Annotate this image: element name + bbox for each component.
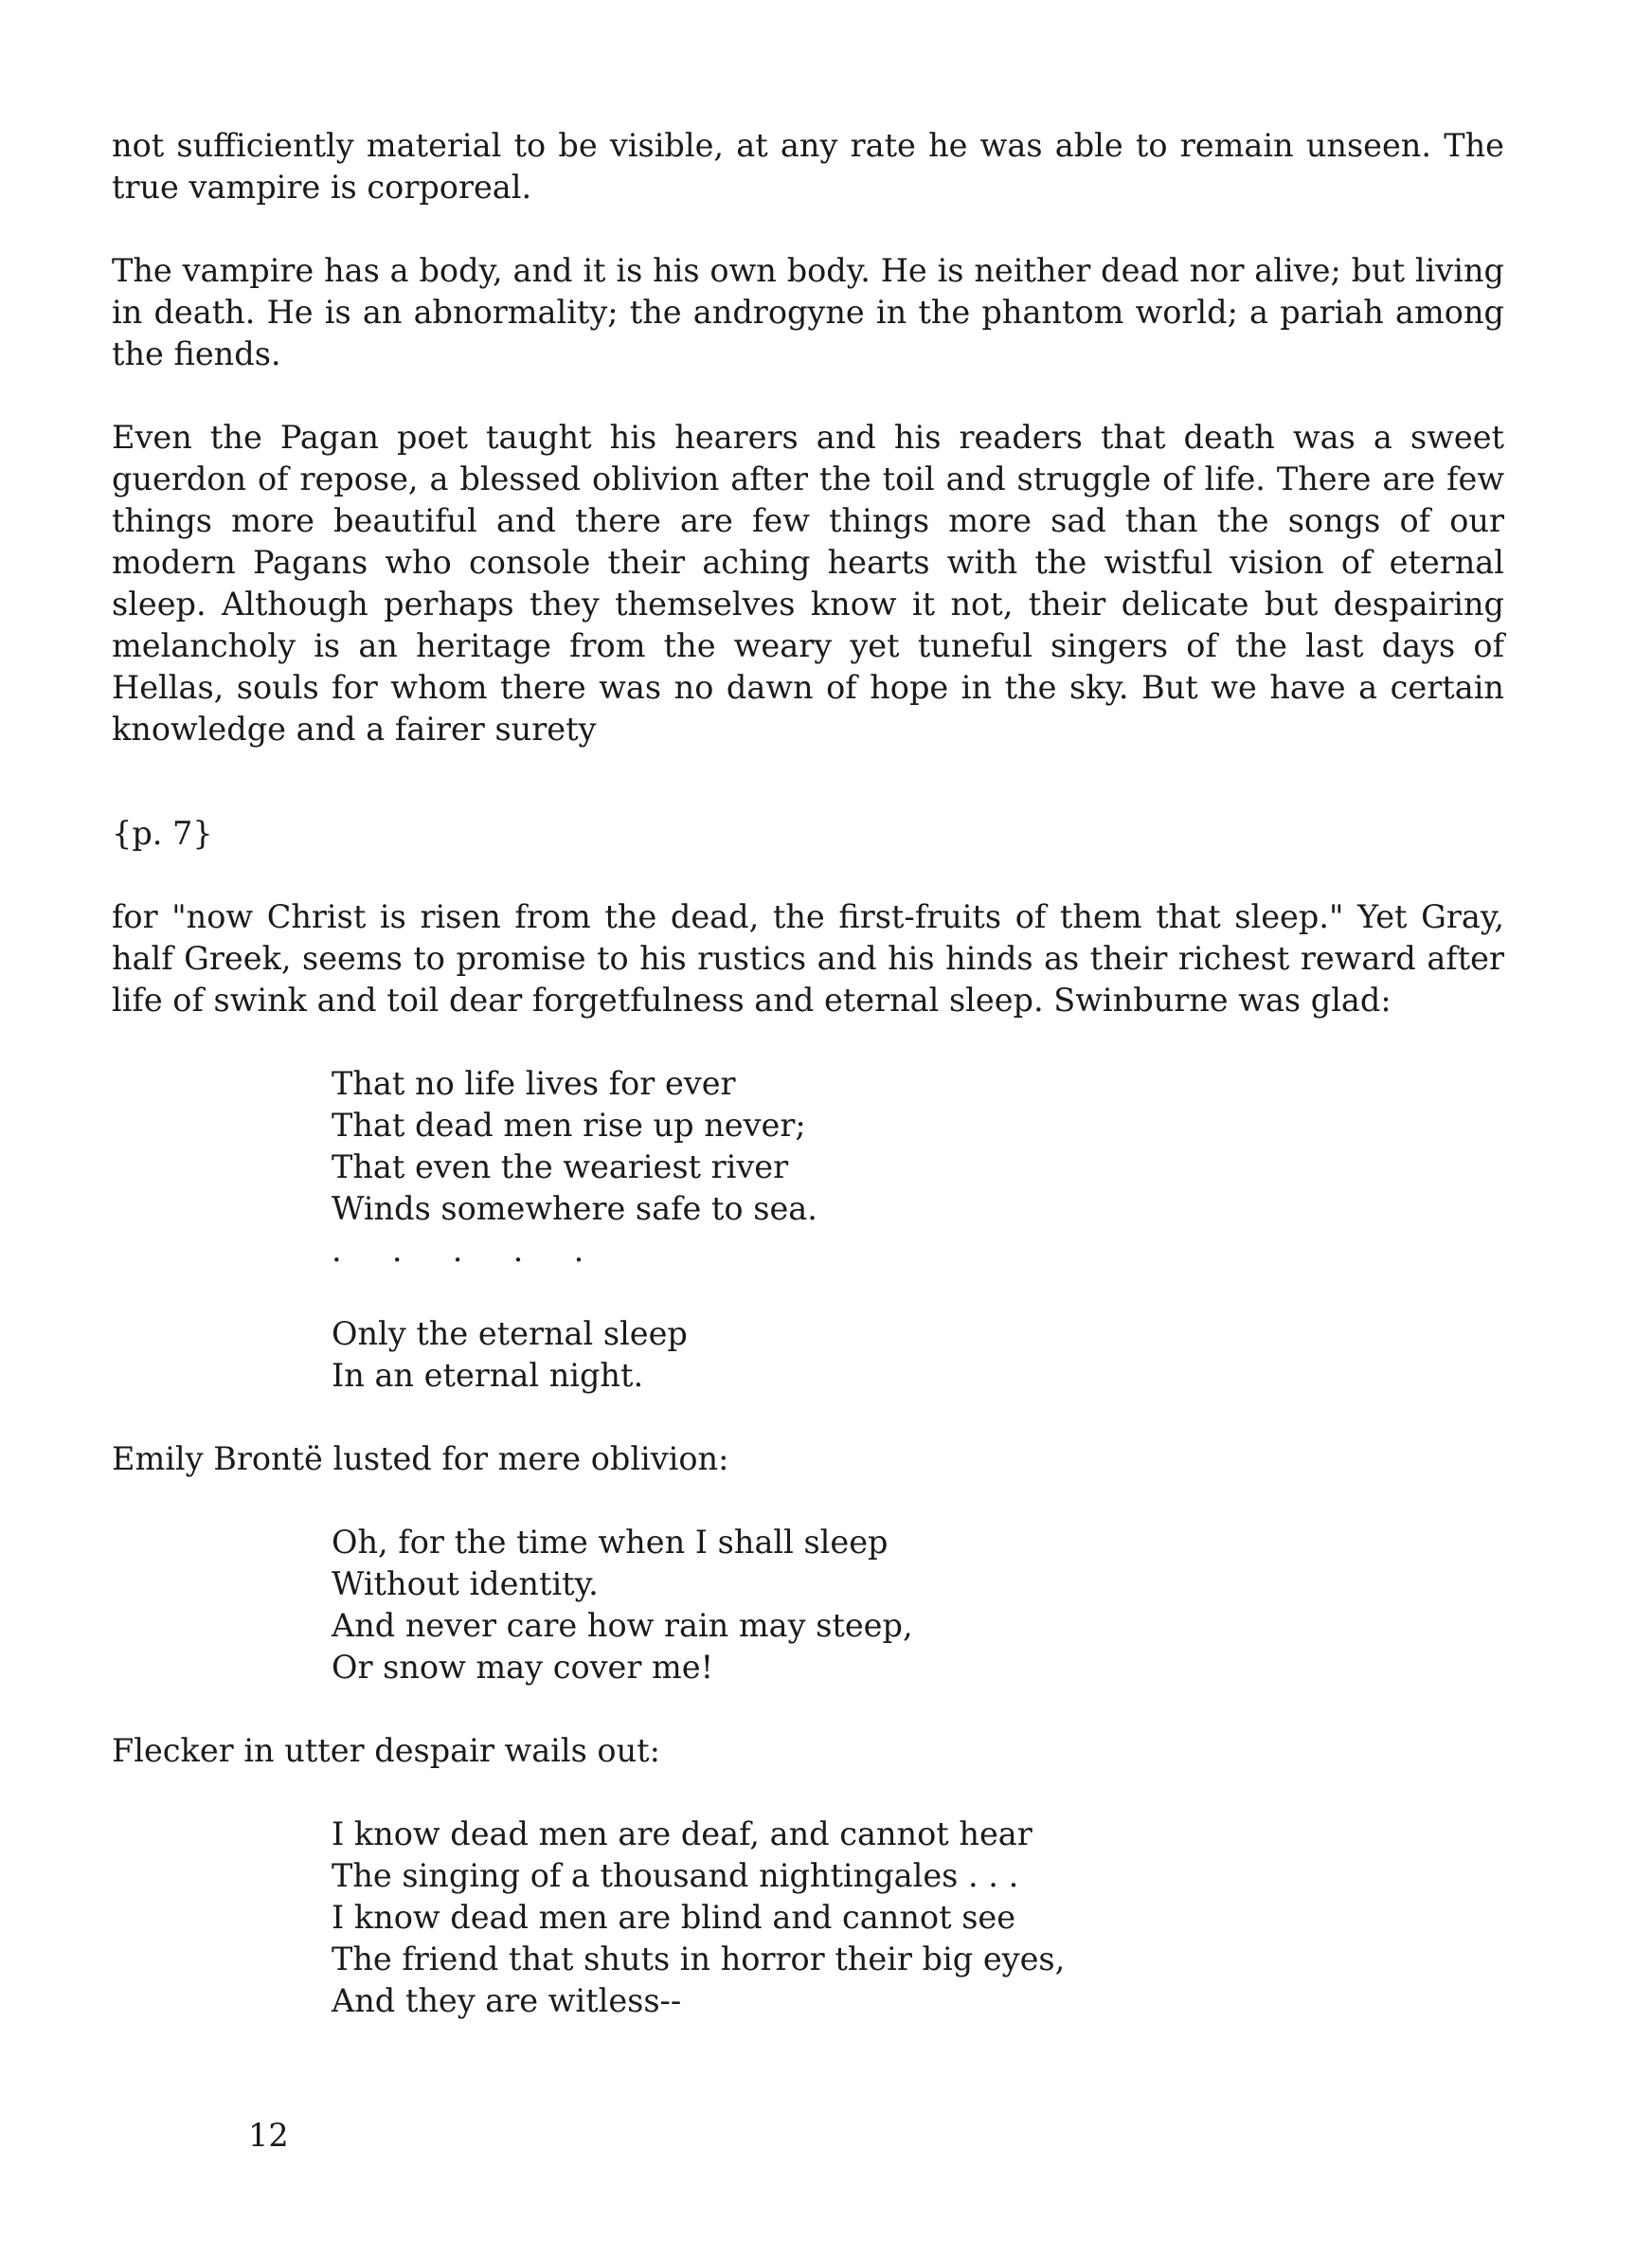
page-marker: {p. 7} [112,815,213,852]
verse-line: The friend that shuts in horror their big eyes, [332,1941,1066,1977]
verse-line: That dead men rise up never; [332,1107,806,1144]
paragraph-pagan-poet: Even the Pagan poet taught his hearers and his readers that death was a sweet guerdon of repose, a blessed oblivion after the toil and struggle of life. There are few things more beautiful and there are few things more sad than the songs of our modern Pagans who console their aching hearts with the wistful vision of eternal sleep. Although perhaps they themselves know it not, their delicate but despairing melancholy is an heritage from the weary yet tuneful singers of the last days of Hellas, souls for whom there was no dawn of hope in the sky. But we have a certain knowledge and a fairer surety [112,419,1504,748]
paragraph-vampire-body: The vampire has a body, and it is his own body. He is neither dead nor alive; but living in death. He is an abnormality; the androgyne in the phantom world; a pariah among the fiends. [112,252,1504,372]
verse-ellipsis: . . . . . [332,1232,584,1269]
paragraph-corporeal: not sufficiently material to be visible, at any rate he was able to remain unseen. The true vampire is corporeal. [112,127,1504,206]
verse-line: Or snow may cover me! [332,1649,714,1686]
verse-line: And they are witless-- [332,1982,682,2019]
verse-line: That even the weariest river [332,1148,789,1185]
verse-line: In an eternal night. [332,1357,644,1394]
verse-gap [332,1272,1504,1313]
verse-line: Without identity. [332,1565,599,1602]
verse-line: And never care how rain may steep, [332,1607,913,1644]
paragraph-christ-risen: for "now Christ is risen from the dead, the first-fruits of them that sleep." Yet Gray, half Greek, seems to promise to his rustics and his hinds as their richest reward after life of swink and toil dear forgetfulness and eternal sleep. Swinburne was glad: [112,898,1504,1019]
verse-bronte [332,1522,1504,1688]
verse-line: Oh, for the time when I shall sleep [332,1524,889,1561]
paragraph-bronte-intro: Emily Brontë lusted for mere oblivion: [112,1440,729,1477]
verse-line: That no life lives for ever [332,1065,736,1102]
verse-line: Winds somewhere safe to sea. [332,1190,817,1227]
verse-line: Only the eternal sleep [332,1315,688,1352]
verse-line: The singing of a thousand nightingales . . . [332,1857,1019,1894]
verse-flecker [332,1814,1504,2022]
paragraph-flecker-intro: Flecker in utter despair wails out: [112,1732,660,1769]
verse-swinburne [332,1063,1504,1397]
verse-line: I know dead men are deaf, and cannot hear [332,1815,1032,1852]
page-number: 12 [248,2117,289,2154]
verse-line: I know dead men are blind and cannot see [332,1899,1016,1936]
page-body [112,125,1504,2064]
